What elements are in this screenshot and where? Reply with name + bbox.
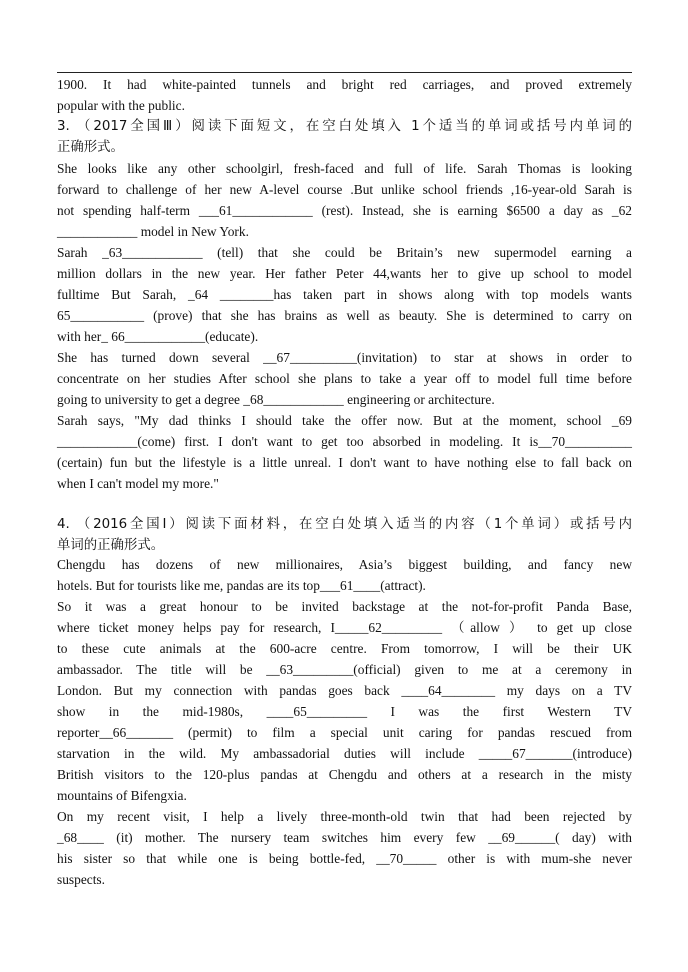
text-line: Chengdu has dozens of new millionaires, Asia’s biggest building, and fancy new: [57, 557, 632, 572]
text-line: concentrate on her studies After school she plans to take a year off to model full time before: [57, 371, 632, 386]
text-line: popular with the public.: [57, 98, 185, 113]
text-line: 单词的正确形式。: [57, 538, 165, 553]
text-line: On my recent visit, I help a lively three-month-old twin that had been rejected by: [57, 809, 632, 824]
text-line: London. But my connection with pandas goes back ____64________ my days on a TV: [57, 683, 632, 698]
text-line: 3. （2017全国Ⅲ）阅读下面短文，在空白处填入 1个适当的单词或括号内单词的: [57, 119, 632, 134]
top-rule: [57, 72, 632, 73]
text-line: when I can't model my more.": [57, 476, 219, 491]
text-line: his sister so that while one is being bottle-fed, __70_____ other is with mum-she never: [57, 851, 632, 866]
text-line: She looks like any other schoolgirl, fresh-faced and full of life. Sarah Thomas is looking: [57, 161, 632, 176]
text-line: 正确形式。: [57, 140, 124, 155]
text-line: going to university to get a degree _68____________ engineering or architecture.: [57, 392, 495, 407]
text-line: Sarah _63____________ (tell) that she could be Britain’s new supermodel earning a: [57, 245, 632, 260]
text-line: with her_ 66____________(educate).: [57, 329, 259, 344]
text-line: reporter__66_______ (permit) to film a special unit caring for pandas rescued from: [57, 725, 632, 740]
text-line: British visitors to the 120-plus pandas at Chengdu and others at a research in the misty: [57, 767, 632, 782]
text-line: 65___________ (prove) that she has brains as well as beauty. She is determined to carry on: [57, 308, 632, 323]
text-line: ____________ model in New York.: [57, 224, 249, 239]
text-line: not spending half-term ___61____________ (rest). Instead, she is earning $6500 a day as _62: [57, 203, 632, 218]
text-line: mountains of Bifengxia.: [57, 788, 187, 803]
text-line: Sarah says, "My dad thinks I should take the offer now. But at the moment, school _69: [57, 413, 632, 428]
text-line: where ticket money helps pay for research, I_____62_________ （allow ） to get up close: [57, 620, 632, 635]
text-line: 1900. It had white-painted tunnels and bright red carriages, and proved extremely: [57, 77, 632, 92]
text-line: starvation in the wild. My ambassadorial duties will include _____67_______(introduce): [57, 746, 632, 761]
text-line: She has turned down several __67__________(invitation) to star at shows in order to: [57, 350, 632, 365]
text-line: show in the mid-1980s, ____65_________ I was the first Western TV: [57, 704, 632, 719]
text-line: ____________(come) first. I don't want to get too absorbed in modeling. It is__70__________: [57, 434, 632, 449]
text-line: 4. （2016全国Ⅰ）阅读下面材料，在空白处填入适当的内容（1个单词）或括号内: [57, 517, 632, 532]
text-line: _68____ (it) mother. The nursery team switches him every few __69______( day) with: [57, 830, 632, 845]
text-line: fulltime But Sarah, _64 ________has taken part in shows along with top models wants: [57, 287, 632, 302]
text-line: ambassador. The title will be __63_________(official) given to me at a ceremony in: [57, 662, 632, 677]
text-line: forward to challenge of her new A-level course .But unlike school friends ,16-year-old Sarah is: [57, 182, 632, 197]
text-line: (certain) fun but the lifestyle is a little unreal. I don't want to have nothing else to fall back on: [57, 455, 632, 470]
text-line: suspects.: [57, 872, 105, 887]
text-line: So it was a great honour to be invited backstage at the not-for-profit Panda Base,: [57, 599, 632, 614]
text-line: million dollars in the new year. Her father Peter 44,wants her to give up school to model: [57, 266, 632, 281]
text-line: hotels. But for tourists like me, pandas are its top___61____(attract).: [57, 578, 426, 593]
text-line: to these cute animals at the 600-acre centre. From tomorrow, I will be their UK: [57, 641, 632, 656]
